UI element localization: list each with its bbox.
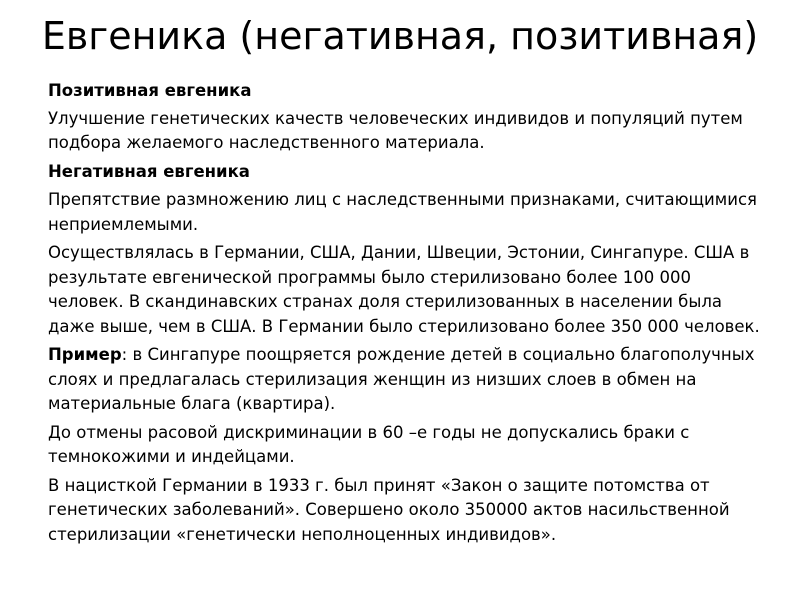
- positive-eugenics-heading: Позитивная евгеника: [48, 81, 252, 100]
- example-text: : в Сингапуре поощряется рождение детей в социально благополучных слоях и предлагалась стерилизация женщин из низших слоев в обмен на материальные блага (квартира).: [48, 345, 755, 413]
- slide-title: Евгеника (негативная, позитивная): [41, 14, 759, 58]
- nazi-paragraph: В нацисткой Германии в 1933 г. был принят «Закон о защите потомства от генетических заболеваний». Совершено около 350000 актов насильственной стерилизации «генетически неполноценных индивидов».: [48, 475, 730, 544]
- countries-paragraph: Осуществлялась в Германии, США, Дании, Швеции, Эстонии, Сингапуре. США в результате евгенической программы было стерилизовано более 100 000 человек. В скандинавских странах доля стерилизованных в населении была даже выше, чем в США. В Германии было стерилизовано более 350 000 человек.: [48, 243, 760, 336]
- positive-eugenics-text: Улучшение генетических качеств человеческих индивидов и популяций путем подбора желаемого наследственного материала.: [48, 108, 743, 152]
- negative-eugenics-heading: Негативная евгеника: [48, 161, 250, 181]
- negative-eugenics-text: Препятствие размножению лиц с наследственными признаками, считающимися неприемлемыми.: [48, 190, 757, 234]
- racial-paragraph: До отмены расовой дискриминации в 60 –е годы не допускались браки с темнокожими и индейцами.: [48, 422, 690, 466]
- example-label: Пример: [48, 345, 122, 364]
- example-paragraph: [48, 343, 760, 417]
- slide-body: [48, 79, 760, 551]
